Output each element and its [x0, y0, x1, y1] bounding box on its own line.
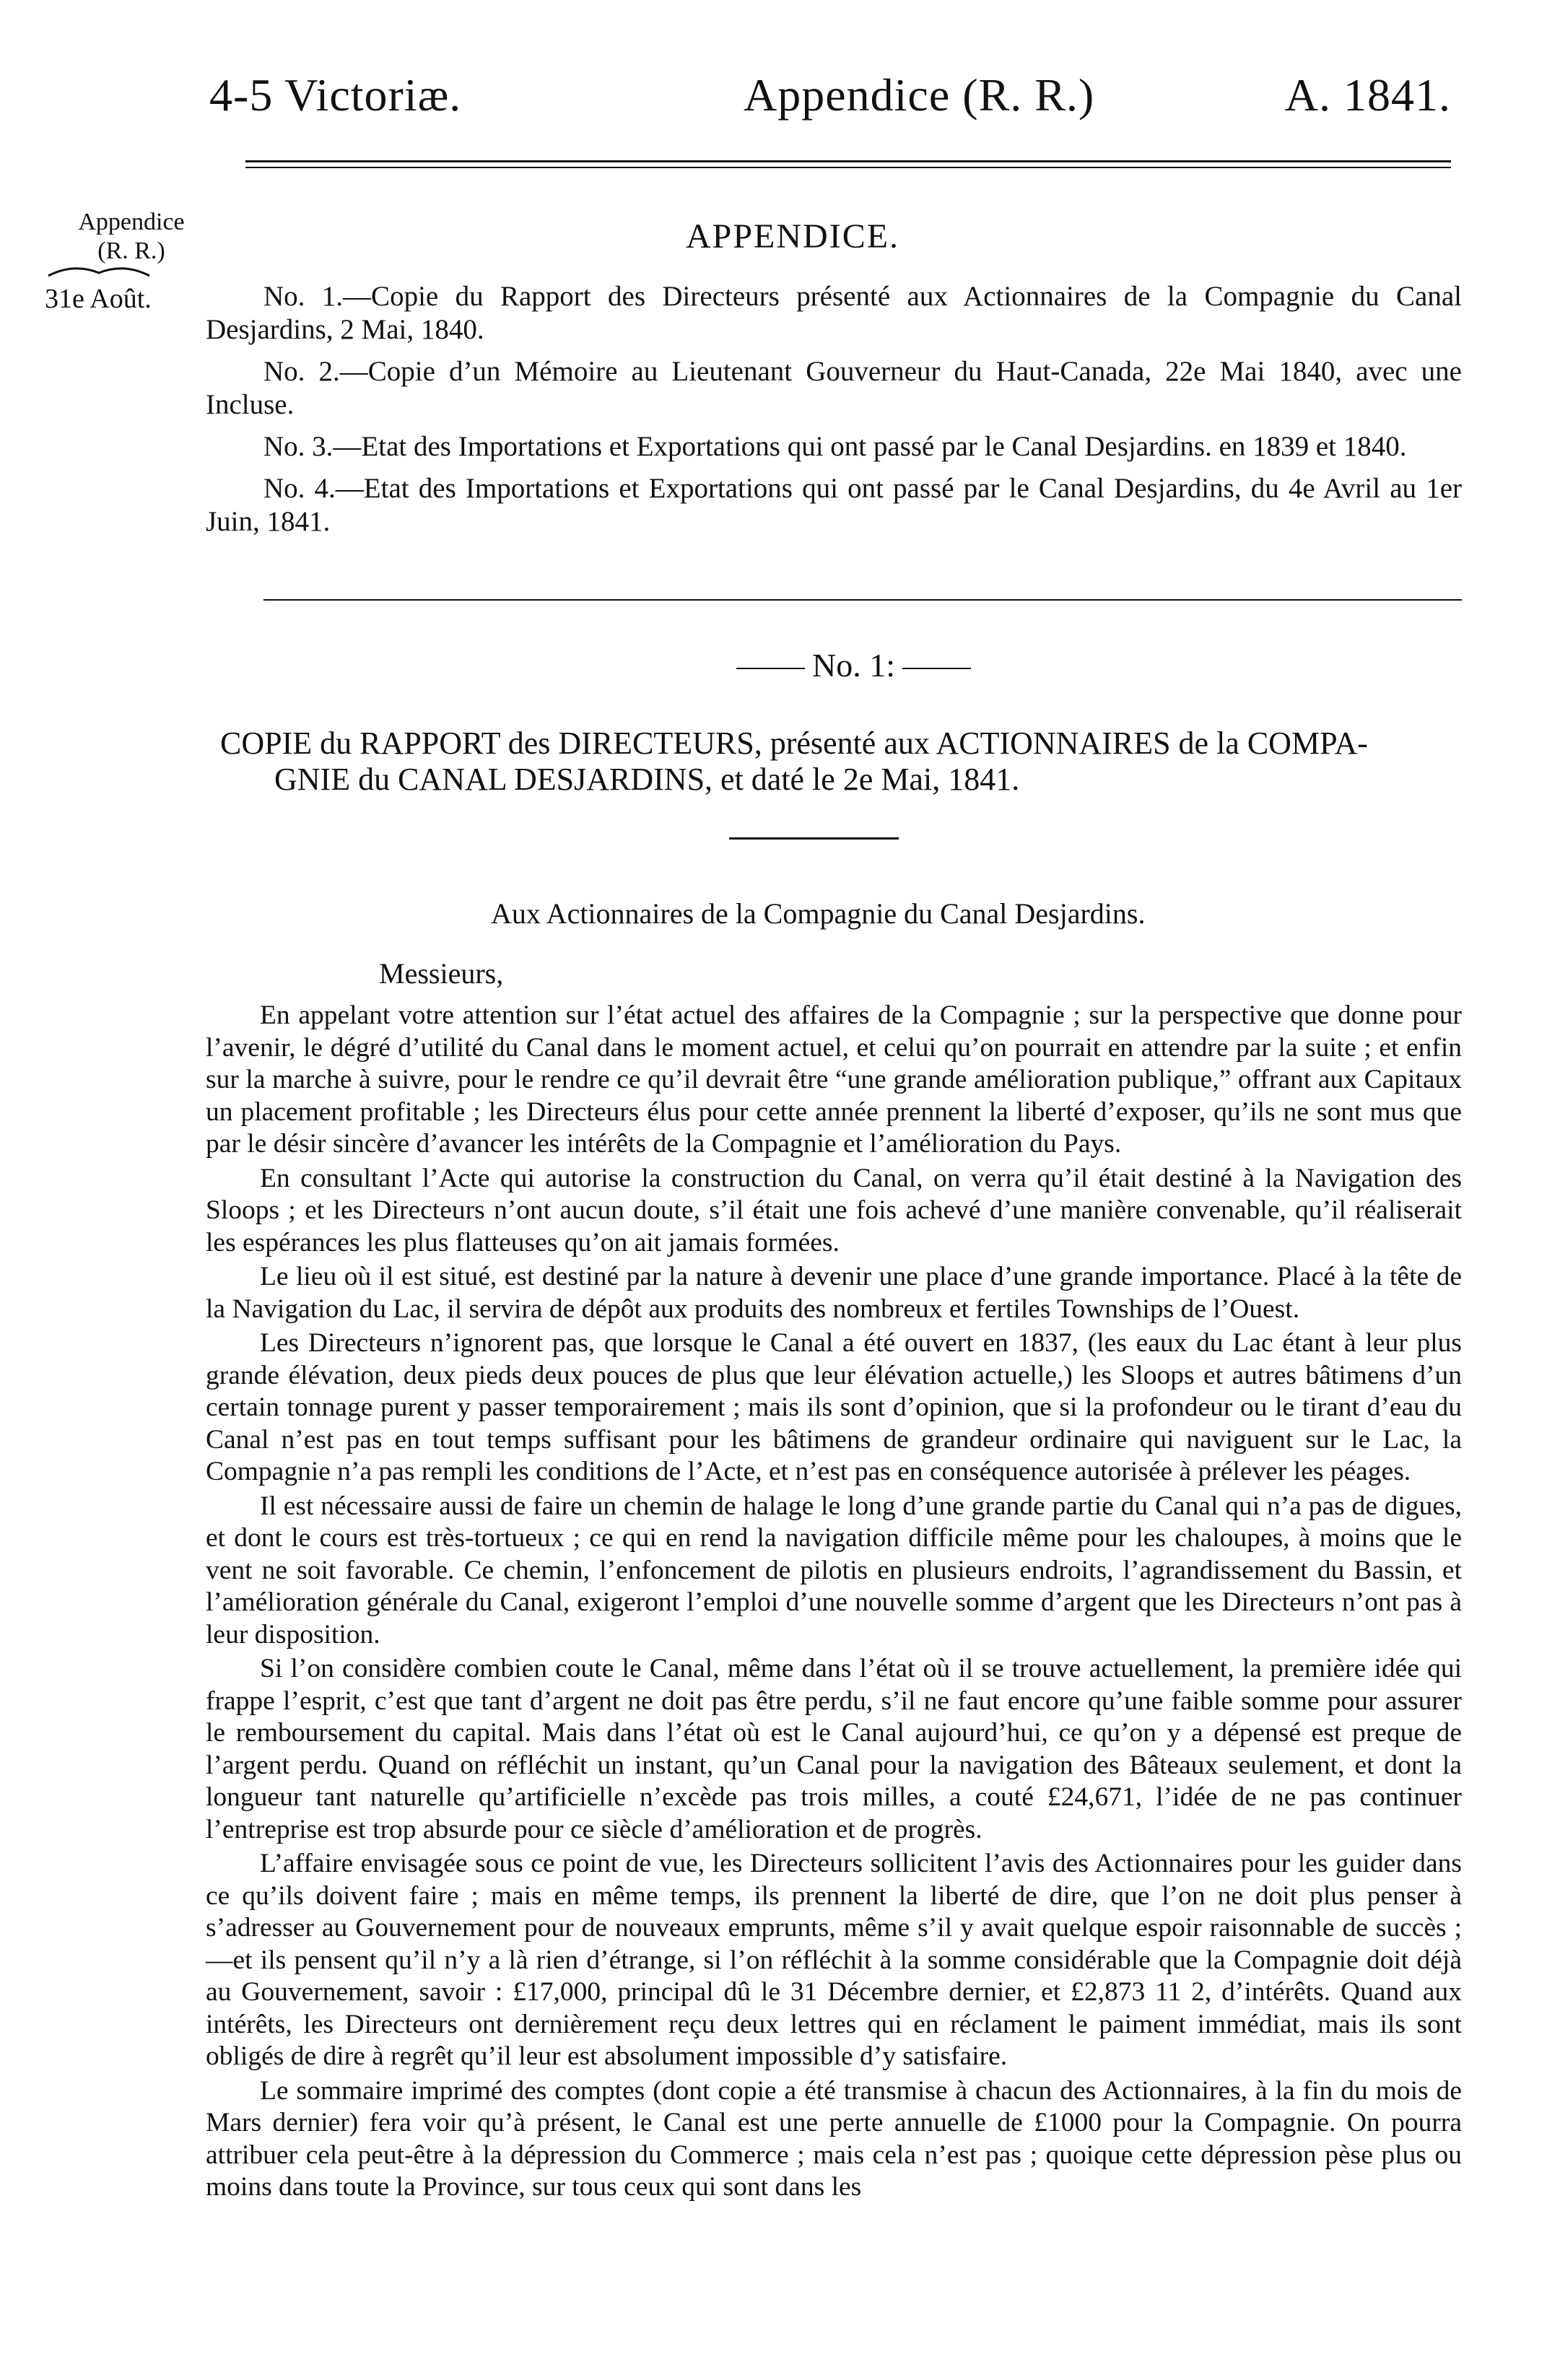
contents-item: No. 2.—Copie d’un Mémoire au Lieutenant Gouverneur du Haut-Canada, 22e Mai 1840, avec une Incluse. [206, 356, 1462, 420]
header-double-rule [245, 160, 1451, 168]
contents-list [206, 280, 1462, 547]
body-paragraph: Les Directeurs n’ignorent pas, que lorsque le Canal a été ouvert en 1837, (les eaux du Lac étant à leur plus grande élévation, deux pieds deux pouces de plus que leur élévation actuelle,) les Sloops et autres bâtimens d’un certain tonnage purent y passer temporairement ; mais ils sont d’opinion, que si la profondeur ou le tirant d’eau du Canal n’est pas en tout temps suffisant pour les bâtimens de grandeur ordinaire qui naviguent sur le Lac, la Compagnie n’a pas rempli les conditions de l’Acte, et n’est pas en conséquence autorisée à prélever les péages. [206, 1328, 1462, 1486]
swash-ornament-icon [45, 266, 153, 279]
body-paragraph: L’affaire envisagée sous ce point de vue, les Directeurs sollicitent l’avis des Actionnaires pour les guider dans ce qu’ils doivent faire ; mais en même temps, ils prennent la liberté de dire, que l’on ne doit plus penser à s’adresser au Gouvernement pour de nouveaux emprunts, même s’il y avait quelque espoir raisonnable de succès ;—et ils pensent qu’il n’y a là rien d’étrange, si l’on réfléchit à la somme considérable que la Compagnie doit déjà au Gouvernement, savoir : £17,000, principal dû le 31 Décembre dernier, et £2,873 11 2, d’intérêts. Quand aux intérêts, les Directeurs ont dernièrement reçu deux lettres qui en réclament le paiment immédiat, mais ils sont obligés de dire à regrêt qu’il leur est absolument impossible d’y satisfaire. [206, 1849, 1462, 2071]
short-divider [729, 837, 899, 840]
addressee-line: Aux Actionnaires de la Compagnie du Canal Desjardins. [491, 897, 1146, 930]
document-title [206, 725, 1462, 798]
contents-item: No. 3.—Etat des Importations et Exportations qui ont passé par le Canal Desjardins. en 1839 et 1840. [263, 431, 1407, 462]
body-paragraph: Le sommaire imprimé des comptes (dont copie a été transmise à chacun des Actionnaires, à la fin du mois de Mars dernier) fera voir qu’à présent, le Canal est une perte annuelle de £1000 pour la Compagnie. On pourra attribuer cela peut-être à la dépression du Commerce ; mais cela n’est pas ; quoique cette dépression pèse plus ou moins dans toute la Province, sur tous ceux qui sont dans les [206, 2075, 1462, 2202]
margin-label-line2: (R. R.) [97, 237, 165, 264]
body-paragraph: Le lieu où il est situé, est destiné par la nature à devenir une place d’une grande importance. Placé à la tête de la Navigation du Lac, il servira de dépôt aux produits des nombreux et fertiles Townships de l’Ouest. [206, 1262, 1462, 1324]
dash-right [902, 668, 971, 669]
contents-item: No. 4.—Etat des Importations et Exportations qui ont passé par le Canal Desjardins, du 4e Avril au 1er Juin, 1841. [206, 473, 1462, 537]
document-title-line2: GNIE du CANAL DESJARDINS, et daté le 2e Mai, 1841. [274, 762, 1020, 797]
header-year: A. 1841. [1284, 69, 1451, 121]
body-paragraph: En consultant l’Acte qui autorise la construction du Canal, on verra qu’il était destiné à la Navigation des Sloops ; et les Directeurs n’ont aucun doute, s’il était une fois achevé d’une manière convenable, qu’il réaliserait les espérances les plus flatteuses qu’on ait jamais formées. [206, 1163, 1462, 1257]
dash-left [736, 668, 805, 669]
section-divider [263, 599, 1462, 601]
number-heading-text: No. 1: [812, 647, 895, 684]
header-appendix-label: Appendice (R. R.) [744, 69, 1095, 121]
letter-body [206, 1000, 1462, 2206]
margin-label-line1: Appendice [78, 209, 185, 235]
margin-date: 31e Août. [45, 284, 152, 314]
contents-item: No. 1.—Copie du Rapport des Directeurs présenté aux Actionnaires de la Compagnie du Canal Desjardins, 2 Mai, 1840. [206, 281, 1462, 345]
body-paragraph: Il est nécessaire aussi de faire un chemin de halage le long d’une grande partie du Canal qui n’a pas de digues, et dont le cours est très-tortueux ; ce qui en rend la navigation difficile même pour les chaloupes, à moins que le vent ne soit favorable. Ce chemin, l’enfoncement de pilotis en plusieurs endroits, l’agrandissement du Bassin, et l’amélioration générale du Canal, exigeront l’emploi d’une nouvelle somme d’argent que les Directeurs n’ont pas à leur disposition. [206, 1491, 1462, 1649]
number-heading [729, 646, 978, 684]
section-title: APPENDICE. [686, 217, 900, 256]
body-paragraph: En appelant votre attention sur l’état actuel des affaires de la Compagnie ; sur la perspective que donne pour l’avenir, le dégré d’utilité du Canal dans le moment actuel, et celui qu’on pourrait en attendre par la suite ; et enfin sur la marche à suivre, pour le rendre ce qu’il devrait être “une grande amélioration publique,” offrant aux Capitaux un placement profitable ; les Directeurs élus pour cette année prennent la liberté d’exposer, qu’ils ne sont mus que par le désir sincère d’avancer les intérêts de la Compagnie et l’amélioration du Pays. [206, 1001, 1462, 1159]
body-paragraph: Si l’on considère combien coute le Canal, même dans l’état où il se trouve actuellement, la première idée qui frappe l’esprit, c’est que tant d’argent ne doit pas être perdu, s’il ne faut encore qu’une faible somme pour assurer le remboursement du capital. Mais dans l’état où est le Canal aujourd’hui, ce qu’on y a dépensé est preque de l’argent perdu. Quand on réfléchit un instant, qu’un Canal pour la navigation des Bâteaux seulement, et dont la longueur tant naturelle qu’artificielle n’excède pas trois milles, a couté £24,671, l’idée de ne pas continuer l’entreprise est trop absurde pour ce siècle d’amélioration et de progrès. [206, 1654, 1462, 1844]
margin-note [45, 208, 218, 279]
header-regnal-year: 4-5 Victoriæ. [209, 69, 462, 121]
running-header [209, 69, 1451, 134]
document-title-line1: COPIE du RAPPORT des DIRECTEURS, présenté aux ACTIONNAIRES de la COMPA- [220, 725, 1368, 761]
salutation: Messieurs, [379, 957, 504, 990]
